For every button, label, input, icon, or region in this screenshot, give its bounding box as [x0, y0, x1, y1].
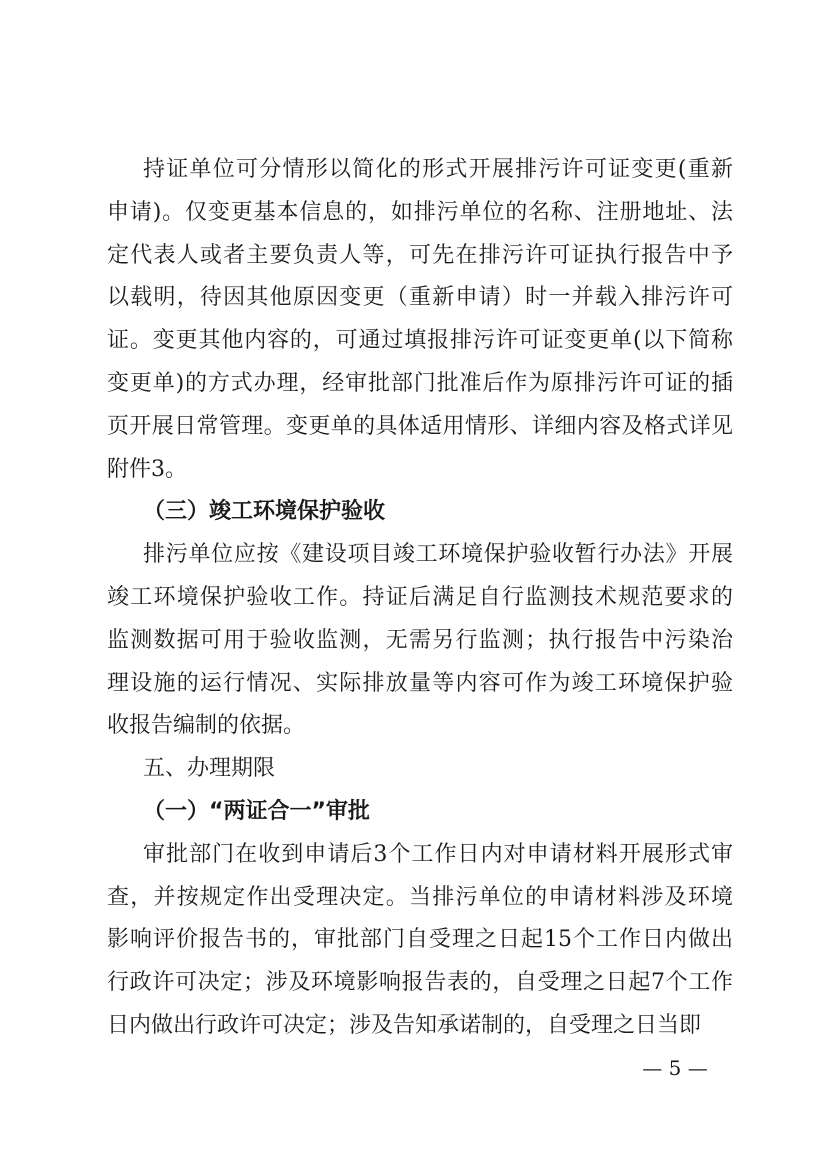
- paragraph-line: 竣工环境保护验收工作。持证后满足自行监测技术规范要求的: [107, 585, 733, 610]
- paragraph-line: 附件3。: [107, 456, 187, 482]
- subsection-heading: （三）竣工环境保护验收: [143, 499, 386, 525]
- paragraph-line: 证。变更其他内容的，可通过填报排污许可证变更单(以下简称: [107, 328, 733, 354]
- paragraph-line: 审批部门在收到申请后3个工作日内对申请材料开展形式审: [143, 841, 733, 867]
- paragraph-line: 理设施的运行情况、实际排放量等内容可作为竣工环境保护验: [107, 670, 733, 696]
- paragraph-line: 变更单)的方式办理，经审批部门批准后作为原排污许可证的插: [107, 371, 733, 396]
- subsection-heading: （一）“两证合一”审批: [143, 799, 370, 824]
- paragraph-line: 定代表人或者主要负责人等，可先在排污许可证执行报告中予: [107, 242, 733, 268]
- section-title: 五、办理期限: [143, 756, 276, 782]
- paragraph-line: 日内做出行政许可决定；涉及告知承诺制的，自受理之日当即: [107, 1013, 702, 1038]
- paragraph-line: 持证单位可分情形以简化的形式开展排污许可证变更(重新: [143, 157, 733, 182]
- paragraph-line: 影响评价报告书的，审批部门自受理之日起15个工作日内做出: [107, 927, 733, 953]
- paragraph-line: 排污单位应按《建设项目竣工环境保护验收暂行办法》开展: [143, 542, 733, 568]
- paragraph-line: 查，并按规定作出受理决定。当排污单位的申请材料涉及环境: [107, 884, 733, 910]
- paragraph-line: 页开展日常管理。变更单的具体适用情形、详细内容及格式详见: [107, 413, 733, 439]
- paragraph-line: 申请)。仅变更基本信息的，如排污单位的名称、注册地址、法: [107, 199, 733, 225]
- paragraph-line: 以载明，待因其他原因变更（重新申请）时一并载入排污许可: [107, 285, 733, 311]
- paragraph-line: 行政许可决定；涉及环境影响报告表的，自受理之日起7个工作: [107, 970, 733, 996]
- paragraph-line: 收报告编制的依据。: [107, 713, 306, 739]
- page-number: — 5 —: [642, 1056, 708, 1080]
- paragraph-line: 监测数据可用于验收监测，无需另行监测；执行报告中污染治: [107, 627, 733, 653]
